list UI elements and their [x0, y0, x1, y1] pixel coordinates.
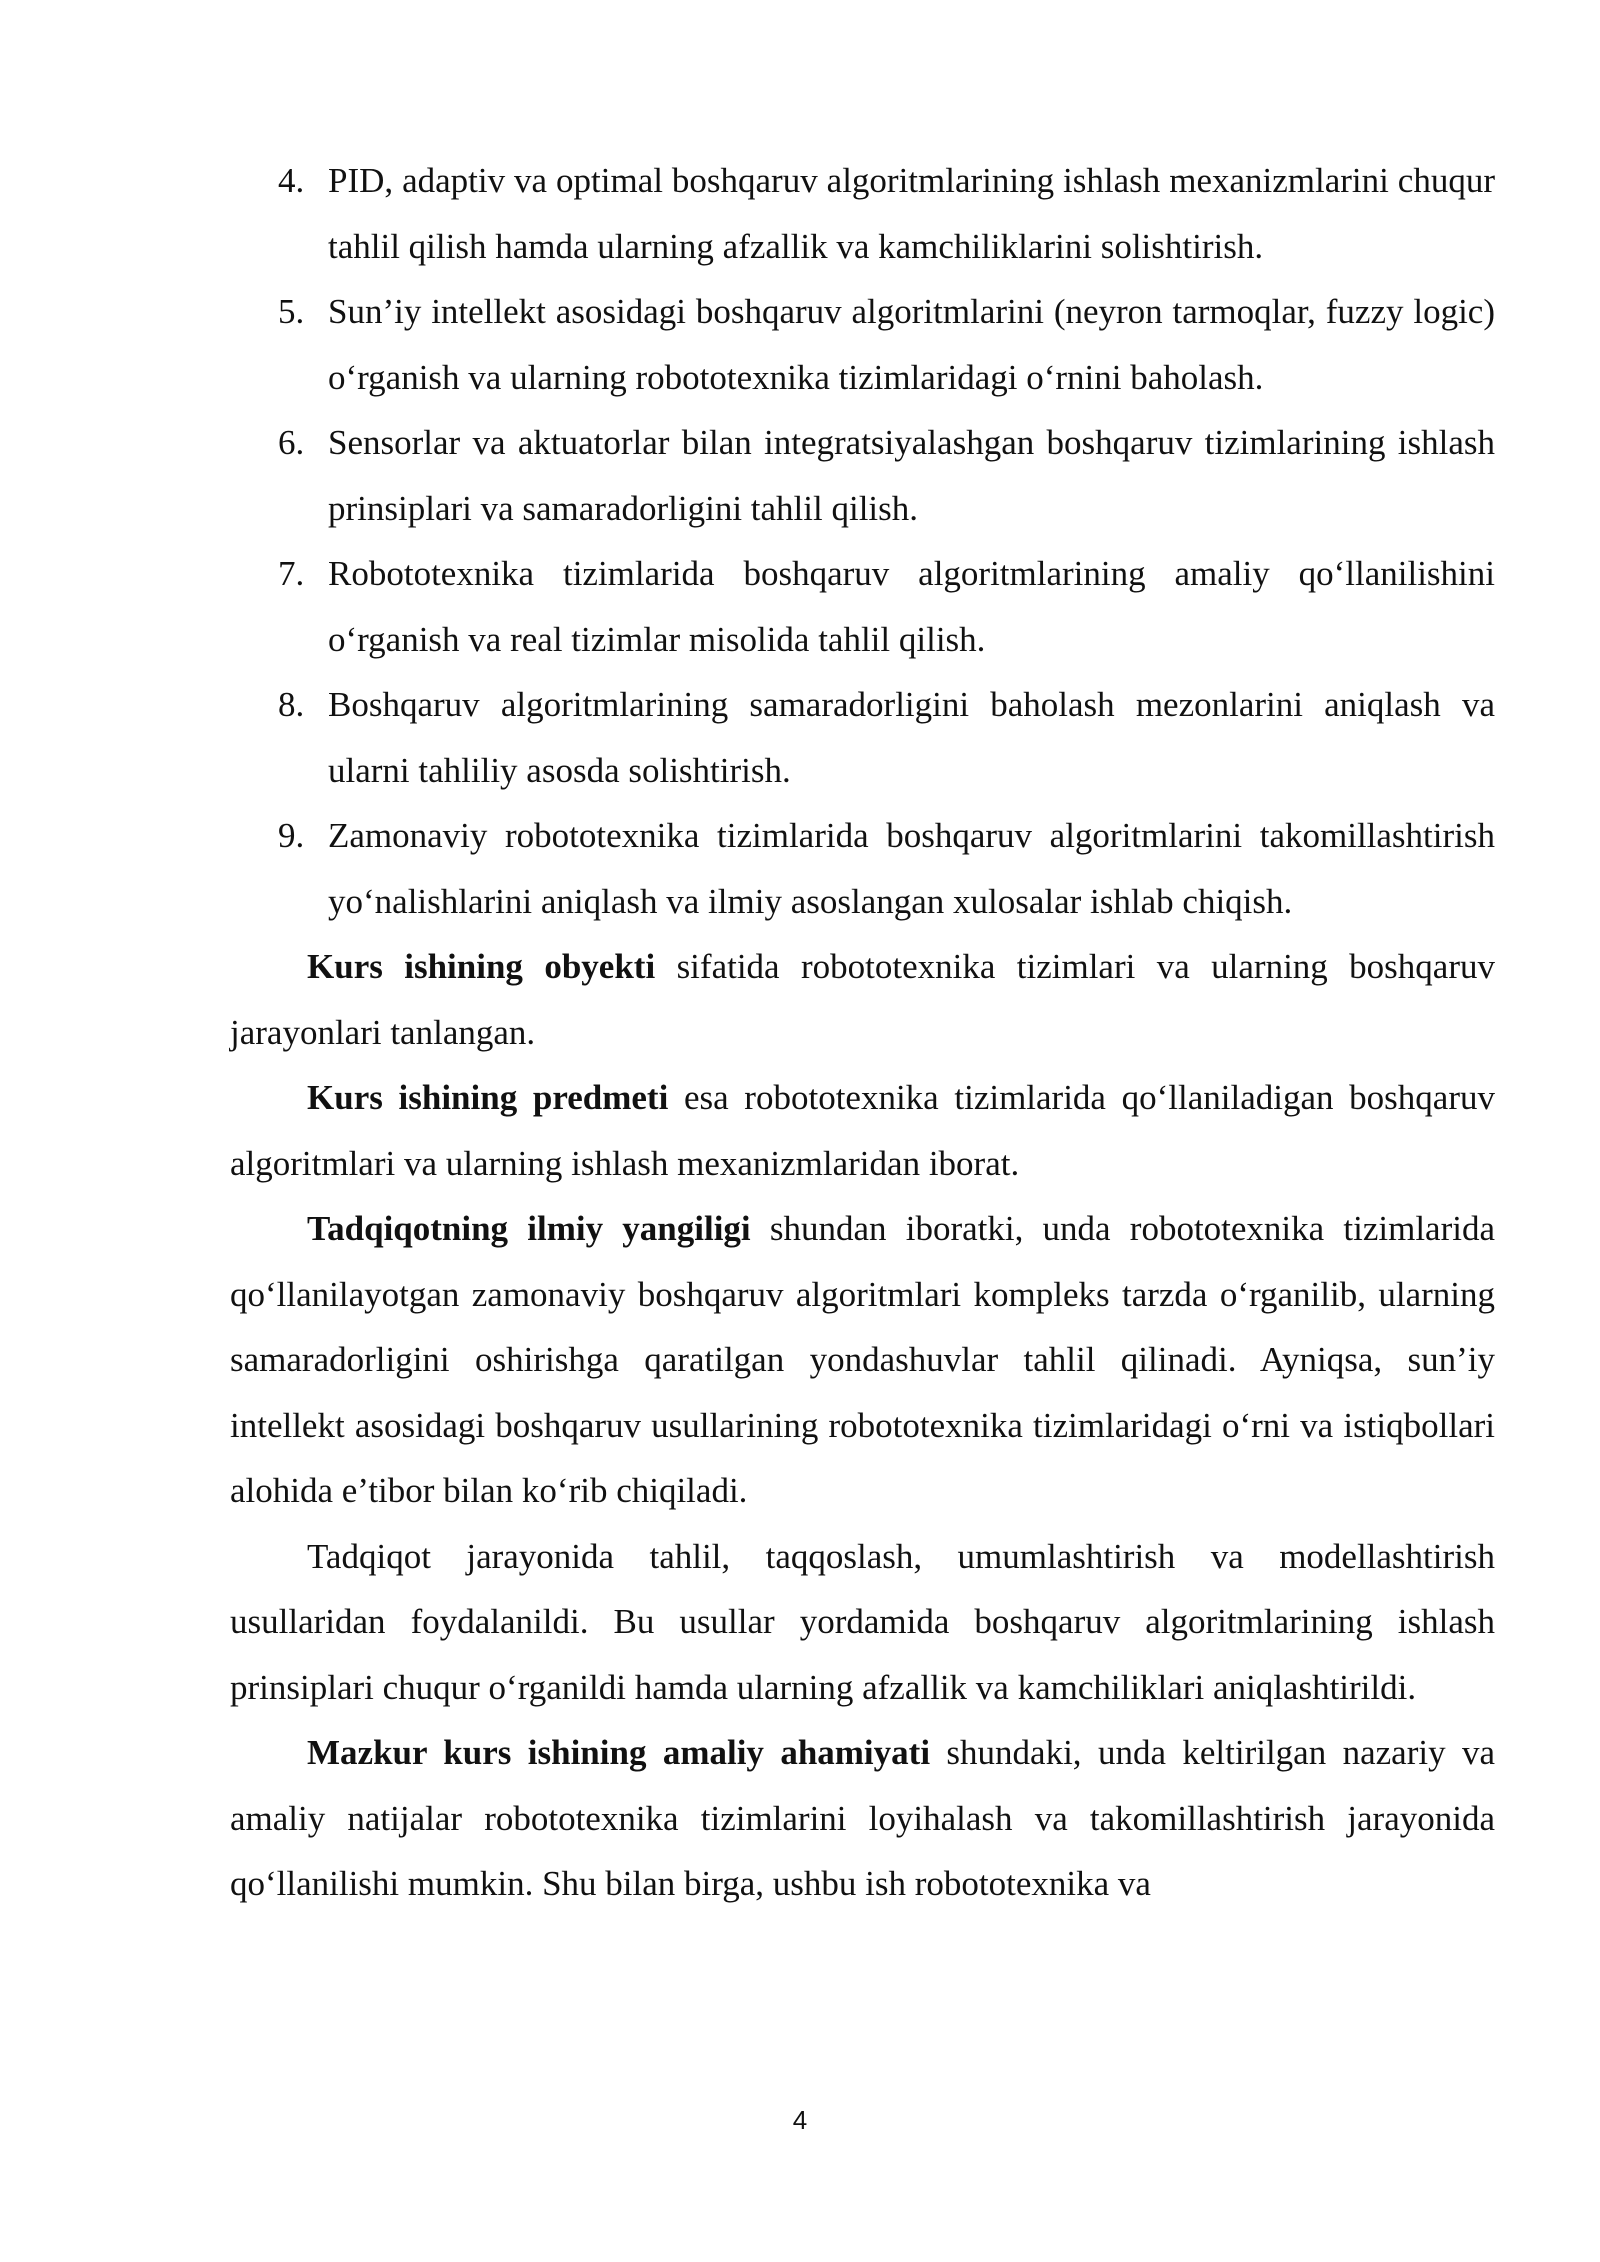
- list-item-text: Sun’iy intellekt asosidagi boshqaruv algoritmlarini (neyron tarmoqlar, fuzzy logic) o‘rganish va ularning robototexnika tizimlaridagi o‘rnini baholash.: [328, 292, 1495, 397]
- list-item: [230, 803, 1495, 934]
- goals-list: [230, 148, 1495, 934]
- list-item-number: 9.: [278, 816, 305, 855]
- page-body: [230, 148, 1495, 1917]
- list-item-number: 6.: [278, 423, 305, 462]
- paragraph-methods-text: Tadqiqot jarayonida tahlil, taqqoslash, umumlashtirish va modellashtirish usullaridan foydalanildi. Bu usullar yordamida boshqaruv algoritmlarining ishlash prinsiplari chuqur o‘rganildi hamda ularning afzallik va kamchiliklari aniqlashtirildi.: [230, 1536, 1495, 1707]
- list-item: [230, 148, 1495, 279]
- paragraph-methods: [230, 1524, 1495, 1721]
- list-item-text: Zamonaviy robototexnika tizimlarida boshqaruv algoritmlarini takomillashtirish yo‘nalishlarini aniqlash va ilmiy asoslangan xulosalar ishlab chiqish.: [328, 816, 1495, 921]
- list-item-text: PID, adaptiv va optimal boshqaruv algoritmlarining ishlash mexanizmlarini chuqur tahlil qilish hamda ularning afzallik va kamchiliklarini solishtirish.: [328, 161, 1495, 266]
- list-item: [230, 541, 1495, 672]
- paragraph-object-heading: Kurs ishining obyekti: [307, 947, 656, 986]
- list-item-number: 7.: [278, 554, 305, 593]
- paragraph-novelty: [230, 1196, 1495, 1524]
- list-item: [230, 279, 1495, 410]
- list-item-number: 8.: [278, 685, 305, 724]
- paragraph-novelty-text: shundan iboratki, unda robototexnika tizimlarida qo‘llanilayotgan zamonaviy boshqaruv algoritmlari kompleks tarzda o‘rganilib, ularning samaradorligini oshirishga qaratilgan yondashuvlar tahlil qilinadi. Ayniqsa, sun’iy intellekt asosidagi boshqaruv usullarining robototexnika tizimlaridagi o‘rni va istiqbollari alohida e’tibor bilan ko‘rib chiqiladi.: [230, 1209, 1495, 1510]
- list-item-number: 4.: [278, 161, 305, 200]
- list-item: [230, 410, 1495, 541]
- list-item-text: Robototexnika tizimlarida boshqaruv algoritmlarining amaliy qo‘llanilishini o‘rganish va real tizimlar misolida tahlil qilish.: [328, 554, 1495, 659]
- paragraph-practical: [230, 1720, 1495, 1917]
- paragraph-object-text: sifatida robototexnika tizimlari va ularning boshqaruv jarayonlari tanlangan.: [230, 947, 1495, 1052]
- paragraph-practical-text: shundaki, unda keltirilgan nazariy va amaliy natijalar robototexnika tizimlarini loyihalash va takomillashtirish jarayonida qo‘llanilishi mumkin. Shu bilan birga, ushbu ish robototexnika va: [230, 1733, 1495, 1903]
- paragraph-subject-heading: Kurs ishining predmeti: [307, 1078, 669, 1117]
- list-item-text: Sensorlar va aktuatorlar bilan integratsiyalashgan boshqaruv tizimlarining ishlash prinsiplari va samaradorligini tahlil qilish.: [328, 423, 1495, 528]
- paragraph-practical-heading: Mazkur kurs ishining amaliy ahamiyati: [307, 1733, 931, 1772]
- list-item-text: Boshqaruv algoritmlarining samaradorligini baholash mezonlarini aniqlash va ularni tahliliy asosda solishtirish.: [328, 685, 1495, 790]
- paragraph-novelty-heading: Tadqiqotning ilmiy yangiligi: [307, 1209, 751, 1248]
- list-item: [230, 672, 1495, 803]
- list-item-number: 5.: [278, 292, 305, 331]
- page-number: 4: [792, 2105, 808, 2135]
- paragraph-object: [230, 934, 1495, 1065]
- paragraph-subject: [230, 1065, 1495, 1196]
- paragraph-subject-text: esa robototexnika tizimlarida qo‘llaniladigan boshqaruv algoritmlari va ularning ishlash mexanizmlaridan iborat.: [230, 1078, 1495, 1183]
